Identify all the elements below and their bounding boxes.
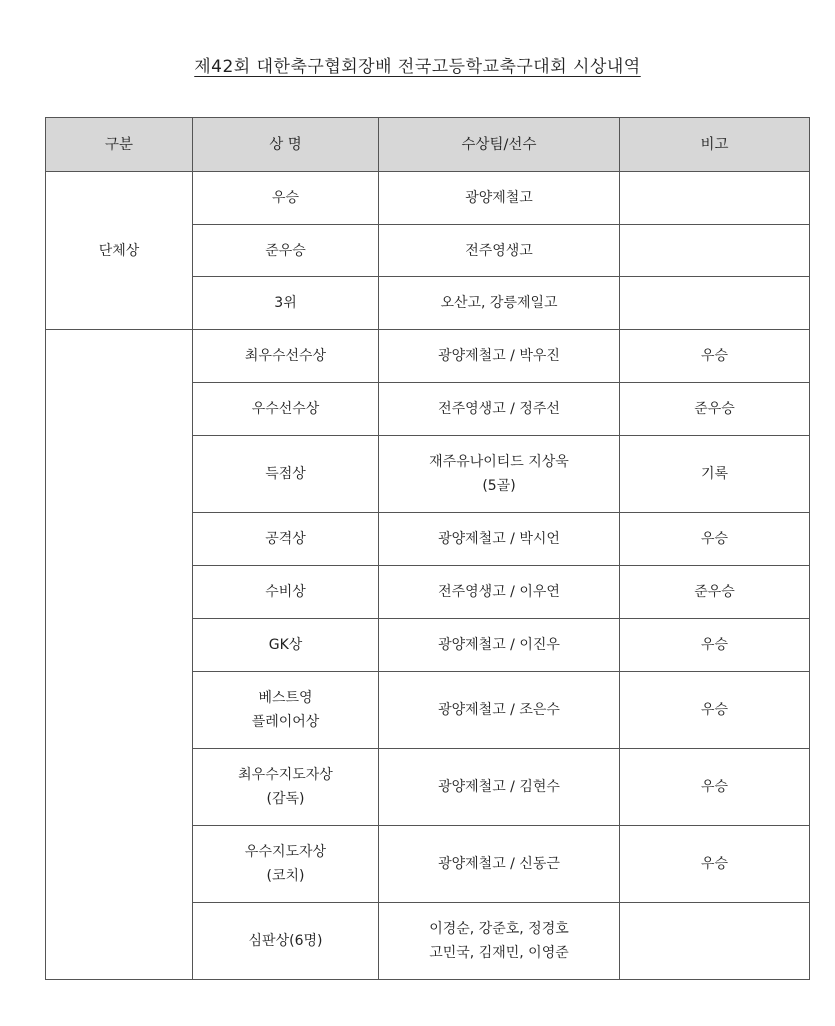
winner-cell	[379, 436, 620, 513]
award-name-cell	[193, 172, 379, 225]
winner-cell	[379, 277, 620, 330]
winner-cell-line: 고민국, 김재민, 이영준	[429, 945, 569, 961]
note-cell: 우승	[620, 513, 810, 566]
winner-cell-line: 광양제철고 / 신동근	[438, 856, 560, 872]
winner-cell	[379, 383, 620, 436]
award-name-cell-line: (코치)	[266, 868, 305, 884]
award-name-cell-line: 수비상	[265, 584, 306, 600]
award-name-cell	[193, 383, 379, 436]
winner-cell	[379, 566, 620, 619]
winner-cell-line: 재주유나이티드 지상욱	[429, 454, 569, 470]
note-cell	[620, 172, 810, 225]
award-name-cell	[193, 749, 379, 826]
header-category: 구분	[46, 118, 193, 172]
document-title	[0, 52, 835, 77]
winner-cell-line: 광양제철고 / 박우진	[438, 348, 560, 364]
winner-cell	[379, 672, 620, 749]
winner-cell	[379, 749, 620, 826]
header-winner: 수상팀/선수	[379, 118, 620, 172]
winner-cell	[379, 225, 620, 277]
award-name-cell	[193, 826, 379, 903]
award-name-cell-line: 공격상	[265, 531, 306, 547]
winner-cell-line: 광양제철고	[465, 190, 533, 206]
header-note: 비고	[620, 118, 810, 172]
award-name-cell-line: GK상	[268, 637, 303, 653]
winner-cell	[379, 619, 620, 672]
award-name-cell-line: (감독)	[266, 791, 305, 807]
award-name-cell-line: 최우수선수상	[244, 348, 327, 364]
awards-table	[45, 117, 810, 980]
note-cell: 우승	[620, 619, 810, 672]
award-name-cell-line: 플레이어상	[251, 714, 320, 730]
award-name-cell-line: 준우승	[265, 242, 306, 259]
award-name-cell	[193, 513, 379, 566]
title-text: 제42회 대한축구협회장배 전국고등학교축구대회 시상내역	[194, 57, 641, 77]
note-cell	[620, 277, 810, 330]
award-name-cell-line: 베스트영	[258, 690, 313, 706]
winner-cell-line: 이경순, 강준호, 정경호	[429, 921, 569, 937]
note-cell: 우승	[620, 749, 810, 826]
note-cell: 준우승	[620, 383, 810, 436]
winner-cell	[379, 330, 620, 383]
award-name-cell	[193, 436, 379, 513]
award-name-cell	[193, 903, 379, 980]
category-cell	[46, 330, 193, 980]
winner-cell	[379, 903, 620, 980]
note-cell: 우승	[620, 672, 810, 749]
note-cell: 기록	[620, 436, 810, 513]
award-name-cell	[193, 672, 379, 749]
winner-cell-line: 광양제철고 / 박시언	[438, 531, 560, 547]
award-name-cell	[193, 619, 379, 672]
winner-cell	[379, 826, 620, 903]
award-name-cell-line: 심판상(6명)	[248, 933, 323, 949]
winner-cell-line: 전주영생고 / 이우연	[438, 584, 560, 600]
award-name-cell	[193, 330, 379, 383]
winner-cell-line: 오산고, 강릉제일고	[440, 295, 558, 311]
table-row	[46, 330, 810, 383]
header-award: 상 명	[193, 118, 379, 172]
note-cell: 우승	[620, 826, 810, 903]
award-name-cell-line: 우수지도자상	[244, 844, 327, 860]
note-cell: 준우승	[620, 566, 810, 619]
award-name-cell-line: 최우수지도자상	[238, 767, 333, 783]
note-cell: 우승	[620, 330, 810, 383]
award-name-cell-line: 우수선수상	[251, 401, 320, 417]
winner-cell	[379, 513, 620, 566]
winner-cell-line: 전주영생고 / 정주선	[438, 401, 560, 417]
winner-cell	[379, 172, 620, 225]
winner-cell-line: 광양제철고 / 조은수	[438, 702, 560, 718]
note-cell	[620, 903, 810, 980]
award-name-cell-line: 3위	[274, 295, 297, 311]
table-row	[46, 172, 810, 225]
award-name-cell	[193, 225, 379, 277]
category-cell: 단체상	[46, 172, 193, 330]
winner-cell-line: (5골)	[482, 478, 516, 494]
award-name-cell-line: 득점상	[265, 466, 306, 482]
award-name-cell-line: 우승	[271, 190, 300, 206]
note-cell	[620, 225, 810, 277]
award-name-cell	[193, 277, 379, 330]
winner-cell-line: 광양제철고 / 이진우	[438, 637, 560, 653]
winner-cell-line: 광양제철고 / 김현수	[438, 779, 560, 795]
winner-cell-line: 전주영생고	[465, 242, 533, 259]
header-row	[46, 118, 810, 172]
award-name-cell	[193, 566, 379, 619]
